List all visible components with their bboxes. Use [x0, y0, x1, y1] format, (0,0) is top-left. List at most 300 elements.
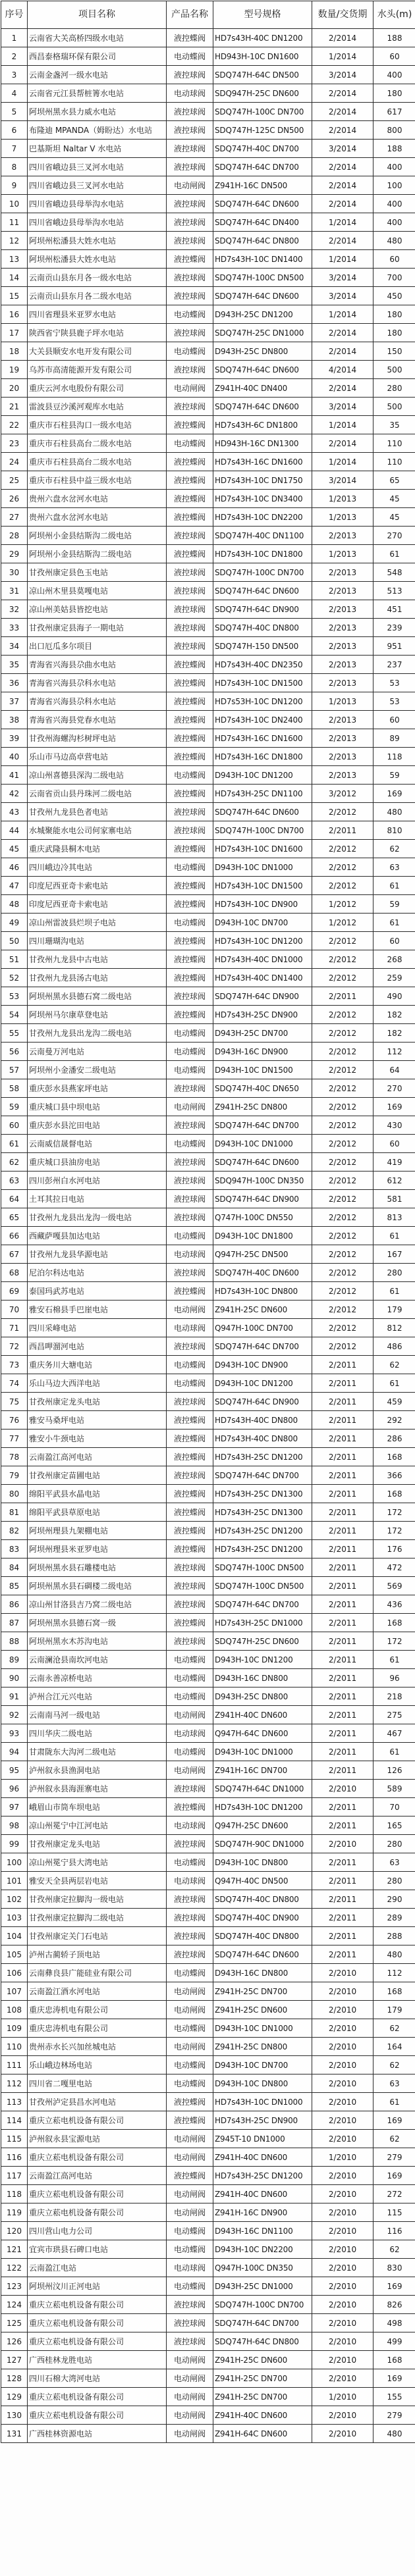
cell-project-name: 西昌呷溜河电站	[28, 1337, 167, 1356]
table-row	[1, 1448, 415, 1466]
cell-model-spec: Q747H-100C DN550	[213, 1208, 312, 1227]
cell-qty-delivery: 2/2011	[312, 1558, 374, 1577]
table-row	[1, 748, 415, 766]
cell-project-name: 印度尼西亚奇卡索电站	[28, 895, 167, 914]
cell-product-name: 液控蝶阀	[167, 2093, 213, 2111]
cell-product-name: 电动闸阀	[167, 2425, 213, 2443]
cell-qty-delivery: 2/2014	[312, 324, 374, 342]
table-row	[1, 803, 415, 821]
cell-water-head: 112	[374, 1964, 415, 1982]
cell-qty-delivery: 2/2010	[312, 2240, 374, 2259]
cell-seq: 108	[1, 2001, 28, 2019]
cell-seq: 34	[1, 637, 28, 656]
cell-seq: 50	[1, 932, 28, 950]
cell-product-name: 液控球阀	[167, 1890, 213, 1909]
cell-product-name: 液控球阀	[167, 2332, 213, 2351]
cell-seq: 103	[1, 1909, 28, 1927]
cell-model-spec: HD7s43H-25C DN1200	[213, 2167, 312, 2185]
cell-project-name: 重庆立菘电机设备有限公司	[28, 2406, 167, 2425]
cell-product-name: 液控蝶阀	[167, 729, 213, 748]
table-row	[1, 1319, 415, 1337]
table-row	[1, 2425, 415, 2443]
table-row	[1, 1172, 415, 1190]
cell-project-name: 布隆迪 MPANDA（姆盼达）水电站	[28, 121, 167, 140]
table-row	[1, 453, 415, 471]
cell-project-name: 重庆城口县中坝电站	[28, 1098, 167, 1116]
cell-product-name: 电动闸阀	[167, 1301, 213, 1319]
cell-project-name: 重庆城口县油房电站	[28, 1153, 167, 1172]
cell-product-name: 电动球阀	[167, 1245, 213, 1264]
cell-product-name: 液控球阀	[167, 1558, 213, 1577]
cell-qty-delivery: 2/2012	[312, 1079, 374, 1098]
table-row	[1, 2388, 415, 2406]
cell-seq: 82	[1, 1522, 28, 1540]
cell-seq: 105	[1, 1945, 28, 1964]
cell-project-name: 阿坝州小金县结斯沟二级电站	[28, 527, 167, 545]
cell-product-name: 液控蝶阀	[167, 250, 213, 269]
table-row	[1, 1282, 415, 1301]
cell-qty-delivery: 2/2012	[312, 950, 374, 969]
table-row	[1, 1614, 415, 1632]
cell-seq: 116	[1, 2148, 28, 2167]
cell-qty-delivery: 2/2010	[312, 2185, 374, 2203]
cell-seq: 68	[1, 1264, 28, 1282]
cell-water-head: 169	[374, 2277, 415, 2296]
cell-project-name: 重庆彭水县沱田电站	[28, 1116, 167, 1135]
cell-project-name: 乐山峨边林场电站	[28, 2056, 167, 2074]
cell-qty-delivery: 2/2013	[312, 619, 374, 637]
cell-seq: 27	[1, 508, 28, 527]
cell-product-name: 电动闸阀	[167, 2388, 213, 2406]
cell-product-name: 液控球阀	[167, 1153, 213, 1172]
table-row	[1, 914, 415, 932]
cell-water-head: 826	[374, 2296, 415, 2314]
cell-qty-delivery: 1/2013	[312, 508, 374, 527]
cell-water-head: 218	[374, 1687, 415, 1706]
cell-seq: 123	[1, 2277, 28, 2296]
cell-project-name: 云南彝良县广能硅业有限公司	[28, 1964, 167, 1982]
cell-water-head: 45	[374, 490, 415, 508]
cell-model-spec: Z941H-25C DN700	[213, 2388, 312, 2406]
cell-qty-delivery: 2/2010	[312, 1835, 374, 1853]
table-row	[1, 840, 415, 858]
cell-model-spec: SDQ747H-150 DN500	[213, 637, 312, 656]
cell-qty-delivery: 2/2012	[312, 1061, 374, 1079]
cell-model-spec: D943H-25C DN800	[213, 342, 312, 361]
cell-project-name: 乐山马边大西洋电站	[28, 1374, 167, 1393]
cell-product-name: 液控球阀	[167, 1393, 213, 1411]
cell-project-name: 重庆忠涛机电有限公司	[28, 2001, 167, 2019]
table-row	[1, 1411, 415, 1430]
cell-product-name: 液控球阀	[167, 287, 213, 305]
cell-model-spec: HD7s43H-40C DN1000	[213, 950, 312, 969]
cell-seq: 7	[1, 140, 28, 158]
cell-water-head: 168	[374, 1485, 415, 1503]
table-row	[1, 766, 415, 785]
cell-product-name: 液控球阀	[167, 232, 213, 250]
cell-seq: 59	[1, 1098, 28, 1116]
cell-qty-delivery: 2/2011	[312, 1853, 374, 1872]
cell-product-name: 液控蝶阀	[167, 416, 213, 434]
cell-water-head: 126	[374, 1761, 415, 1780]
cell-model-spec: D943H-10C DN1000	[213, 858, 312, 877]
table-row	[1, 1909, 415, 1927]
cell-product-name: 电动蝶阀	[167, 1227, 213, 1245]
cell-project-name: 宜宾市珙县石碑口电站	[28, 2240, 167, 2259]
cell-seq: 94	[1, 1743, 28, 1761]
cell-water-head: 115	[374, 2203, 415, 2222]
cell-qty-delivery: 1/2014	[312, 47, 374, 66]
cell-water-head: 63	[374, 858, 415, 877]
cell-model-spec: SDQ747H-125C DN500	[213, 121, 312, 140]
cell-project-name: 土耳其拉日电站	[28, 1190, 167, 1208]
cell-seq: 121	[1, 2240, 28, 2259]
cell-seq: 112	[1, 2074, 28, 2093]
cell-qty-delivery: 2/2012	[312, 1116, 374, 1135]
cell-qty-delivery: 2/2013	[312, 729, 374, 748]
cell-product-name: 液控球阀	[167, 2314, 213, 2332]
cell-project-name: 阿坝州黑水县石碉楼二级电站	[28, 1577, 167, 1595]
table-row	[1, 47, 415, 66]
cell-water-head: 62	[374, 2240, 415, 2259]
cell-project-name: 云南澜沧县南坎河电站	[28, 1651, 167, 1669]
table-row	[1, 1945, 415, 1964]
cell-project-name: 雅安小牛颈电站	[28, 1430, 167, 1448]
cell-product-name: 液控蝶阀	[167, 2111, 213, 2130]
cell-qty-delivery: 2/2014	[312, 195, 374, 213]
cell-qty-delivery: 3/2014	[312, 269, 374, 287]
cell-seq: 76	[1, 1411, 28, 1430]
cell-project-name: 甘孜州康定拉脚沟二级电站	[28, 1909, 167, 1927]
cell-product-name: 电动蝶阀	[167, 2074, 213, 2093]
cell-product-name: 电动闸阀	[167, 1706, 213, 1724]
cell-qty-delivery: 2/2012	[312, 1282, 374, 1301]
table-row	[1, 1485, 415, 1503]
table-row	[1, 1872, 415, 1890]
table-row	[1, 2038, 415, 2056]
cell-project-name: 重庆立菘电机设备有限公司	[28, 2388, 167, 2406]
cell-water-head: 62	[374, 1356, 415, 1374]
cell-product-name: 液控蝶阀	[167, 1448, 213, 1466]
cell-seq: 74	[1, 1374, 28, 1393]
cell-product-name: 液控蝶阀	[167, 692, 213, 711]
table-row	[1, 29, 415, 47]
cell-model-spec: HD7s43H-25C DN1200	[213, 1448, 312, 1466]
cell-qty-delivery: 1/2012	[312, 895, 374, 914]
cell-project-name: 甘孜州九龙县中古电站	[28, 950, 167, 969]
cell-model-spec: D943H-10C DN800	[213, 1853, 312, 1872]
cell-seq: 86	[1, 1595, 28, 1614]
cell-model-spec: D943H-10C DN1200	[213, 1374, 312, 1393]
cell-product-name: 电动蝶阀	[167, 2222, 213, 2240]
cell-qty-delivery: 2/2011	[312, 1724, 374, 1743]
cell-seq: 24	[1, 453, 28, 471]
cell-model-spec: D943H-10C DN1200	[213, 766, 312, 785]
cell-product-name: 液控球阀	[167, 600, 213, 619]
cell-project-name: 四川省二嘎里电站	[28, 2074, 167, 2093]
cell-qty-delivery: 2/2011	[312, 1706, 374, 1724]
cell-seq: 23	[1, 434, 28, 453]
cell-project-name: 重庆立菘电机设备有限公司	[28, 2185, 167, 2203]
table-row	[1, 692, 415, 711]
cell-model-spec: SDQ747H-64C DN600	[213, 287, 312, 305]
cell-model-spec: SDQ747H-40C DN1100	[213, 527, 312, 545]
cell-qty-delivery: 2/2010	[312, 1982, 374, 2001]
cell-project-name: 贵州六盘水岔河水电站	[28, 508, 167, 527]
cell-model-spec: SDQ747H-64C DN700	[213, 1116, 312, 1135]
cell-qty-delivery: 2/2010	[312, 2167, 374, 2185]
cell-water-head: 513	[374, 582, 415, 600]
cell-project-name: 重庆市石柱县高台二级水电站	[28, 453, 167, 471]
cell-product-name: 电动蝶阀	[167, 1356, 213, 1374]
cell-project-name: 云南曼万河电站	[28, 1043, 167, 1061]
cell-model-spec: D943H-16C DN800	[213, 1669, 312, 1687]
cell-product-name: 液控球阀	[167, 619, 213, 637]
cell-project-name: 凉山州木里县莫嘎电站	[28, 582, 167, 600]
cell-seq: 85	[1, 1577, 28, 1595]
cell-model-spec: Z941H-40C DN600	[213, 1706, 312, 1724]
cell-project-name: 出口厄瓜多尔项目	[28, 637, 167, 656]
cell-model-spec: HD7s43H-40C DN1400	[213, 969, 312, 987]
cell-model-spec: HD7s43H-10C DN3400	[213, 490, 312, 508]
cell-project-name: 四川峨边冷其电站	[28, 858, 167, 877]
table-row	[1, 1006, 415, 1024]
cell-model-spec: SDQ747H-64C DN700	[213, 1466, 312, 1485]
cell-water-head: 110	[374, 434, 415, 453]
cell-qty-delivery: 2/2010	[312, 2369, 374, 2388]
cell-qty-delivery: 2/2013	[312, 748, 374, 766]
cell-model-spec: Z941H-16C DN900	[213, 2203, 312, 2222]
cell-project-name: 贵州六盘水岔河水电站	[28, 490, 167, 508]
cell-qty-delivery: 2/2012	[312, 1208, 374, 1227]
cell-model-spec: HD7s43H-10C DN2200	[213, 508, 312, 527]
cell-product-name: 液控球阀	[167, 1577, 213, 1595]
cell-model-spec: SDQ747H-64C DN700	[213, 1337, 312, 1356]
cell-water-head: 169	[374, 1098, 415, 1116]
cell-product-name: 电动闸阀	[167, 1098, 213, 1116]
cell-seq: 2	[1, 47, 28, 66]
table-row	[1, 2185, 415, 2203]
table-row	[1, 711, 415, 729]
cell-project-name: 广西桂林资源电站	[28, 2425, 167, 2443]
cell-seq: 67	[1, 1245, 28, 1264]
table-row	[1, 2056, 415, 2074]
cell-product-name: 电动蝶阀	[167, 1024, 213, 1043]
cell-product-name: 液控球阀	[167, 195, 213, 213]
cell-water-head: 270	[374, 1079, 415, 1098]
table-row	[1, 1393, 415, 1411]
cell-qty-delivery: 2/2012	[312, 858, 374, 877]
cell-model-spec: SDQ747H-64C DN600	[213, 195, 312, 213]
table-row	[1, 1337, 415, 1356]
cell-seq: 129	[1, 2388, 28, 2406]
table-row	[1, 2074, 415, 2093]
cell-project-name: 大关县顺安水电开发有限公司	[28, 342, 167, 361]
cell-seq: 83	[1, 1540, 28, 1558]
cell-model-spec: SDQ747H-100C DN500	[213, 269, 312, 287]
cell-seq: 117	[1, 2167, 28, 2185]
cell-project-name: 甘孜州康定县色玉电站	[28, 563, 167, 582]
cell-product-name: 电动蝶阀	[167, 1964, 213, 1982]
cell-water-head: 288	[374, 1927, 415, 1945]
table-row	[1, 1190, 415, 1208]
cell-project-name: 尼泊尔科达电站	[28, 1264, 167, 1282]
cell-seq: 102	[1, 1890, 28, 1909]
cell-product-name: 电动球阀	[167, 1816, 213, 1835]
cell-product-name: 电动蝶阀	[167, 1043, 213, 1061]
cell-model-spec: SDQ747H-40C DN900	[213, 1909, 312, 1927]
cell-water-head: 280	[374, 379, 415, 398]
cell-seq: 98	[1, 1816, 28, 1835]
cell-project-name: 甘孜州康定拉脚沟一级电站	[28, 1890, 167, 1909]
cell-qty-delivery: 2/2014	[312, 103, 374, 121]
cell-qty-delivery: 2/2012	[312, 1337, 374, 1356]
cell-model-spec: SDQ747H-64C DN900	[213, 600, 312, 619]
table-row	[1, 1356, 415, 1374]
cell-product-name: 电动蝶阀	[167, 914, 213, 932]
cell-qty-delivery: 2/2010	[312, 2406, 374, 2425]
cell-qty-delivery: 2/2011	[312, 987, 374, 1006]
cell-seq: 6	[1, 121, 28, 140]
cell-qty-delivery: 2/2012	[312, 877, 374, 895]
cell-product-name: 液控球阀	[167, 324, 213, 342]
cell-model-spec: SDQ747H-25C DN600	[213, 1632, 312, 1651]
cell-product-name: 液控球阀	[167, 563, 213, 582]
cell-water-head: 70	[374, 1798, 415, 1816]
cell-water-head: 62	[374, 2130, 415, 2148]
cell-product-name: 液控球阀	[167, 1116, 213, 1135]
cell-product-name: 电动闸阀	[167, 1761, 213, 1780]
cell-seq: 58	[1, 1079, 28, 1098]
table-row	[1, 1780, 415, 1798]
cell-seq: 16	[1, 305, 28, 324]
table-row	[1, 987, 415, 1006]
cell-project-name: 甘孜州九龙县出龙沟二级电站	[28, 1024, 167, 1043]
table-row	[1, 232, 415, 250]
cell-product-name: 液控球阀	[167, 987, 213, 1006]
cell-project-name: 凉山州美姑县皆挖电站	[28, 600, 167, 619]
cell-seq: 79	[1, 1466, 28, 1485]
cell-product-name: 电动球阀	[167, 1872, 213, 1890]
cell-product-name: 电动蝶阀	[167, 1687, 213, 1706]
cell-water-head: 275	[374, 1706, 415, 1724]
cell-water-head: 280	[374, 1264, 415, 1282]
cell-qty-delivery: 2/2011	[312, 1522, 374, 1540]
table-row	[1, 1651, 415, 1669]
cell-model-spec: SDQ747H-64C DN800	[213, 232, 312, 250]
cell-project-name: 重庆立菘电机设备有限公司	[28, 2332, 167, 2351]
cell-product-name: 液控球阀	[167, 1264, 213, 1282]
cell-seq: 33	[1, 619, 28, 637]
cell-project-name: 乐山市马边高卓营电站	[28, 748, 167, 766]
table-row	[1, 1061, 415, 1079]
cell-model-spec: Z941H-40C DN600	[213, 2148, 312, 2167]
cell-seq: 35	[1, 656, 28, 674]
cell-product-name: 液控球阀	[167, 582, 213, 600]
cell-seq: 69	[1, 1282, 28, 1301]
cell-seq: 118	[1, 2185, 28, 2203]
cell-qty-delivery: 2/2013	[312, 600, 374, 619]
cell-product-name: 液控蝶阀	[167, 1411, 213, 1430]
cell-model-spec: HD7s43H-10C DN1500	[213, 674, 312, 692]
cell-qty-delivery: 3/2014	[312, 140, 374, 158]
table-row	[1, 563, 415, 582]
cell-project-name: 四川华庆二级电站	[28, 1724, 167, 1743]
cell-qty-delivery: 2/2012	[312, 803, 374, 821]
cell-seq: 126	[1, 2332, 28, 2351]
table-row	[1, 103, 415, 121]
cell-product-name: 液控蝶阀	[167, 711, 213, 729]
cell-qty-delivery: 3/2014	[312, 66, 374, 84]
cell-water-head: 169	[374, 2111, 415, 2130]
cell-qty-delivery: 2/2011	[312, 1430, 374, 1448]
cell-seq: 91	[1, 1687, 28, 1706]
cell-project-name: 甘肃陇东大沟河二级电站	[28, 1743, 167, 1761]
cell-seq: 48	[1, 895, 28, 914]
cell-project-name: 四川省峨边县母举沟水电站	[28, 195, 167, 213]
cell-qty-delivery: 1/2010	[312, 2148, 374, 2167]
cell-seq: 39	[1, 729, 28, 748]
cell-product-name: 液控蝶阀	[167, 1485, 213, 1503]
table-row	[1, 1466, 415, 1485]
cell-qty-delivery: 2/2012	[312, 932, 374, 950]
cell-model-spec: HD7s43H-10C DN1500	[213, 877, 312, 895]
cell-water-head: 61	[374, 1743, 415, 1761]
cell-qty-delivery: 2/2011	[312, 1577, 374, 1595]
cell-model-spec: HD7s43H-25C DN900	[213, 2111, 312, 2130]
cell-product-name: 电动蝶阀	[167, 305, 213, 324]
cell-seq: 9	[1, 176, 28, 195]
cell-product-name: 电动球阀	[167, 2259, 213, 2277]
cell-seq: 106	[1, 1964, 28, 1982]
cell-product-name: 液控蝶阀	[167, 453, 213, 471]
cell-model-spec: SDQ747H-64C DN700	[213, 2314, 312, 2332]
table-row	[1, 1098, 415, 1116]
table-row	[1, 1835, 415, 1853]
table-row	[1, 656, 415, 674]
cell-qty-delivery: 2/2011	[312, 1669, 374, 1687]
cell-project-name: 凉山州喜德县深沟二级电站	[28, 766, 167, 785]
cell-project-name: 乌苏市高清能源开发有限公司	[28, 361, 167, 379]
cell-qty-delivery: 1/2013	[312, 692, 374, 711]
cell-qty-delivery: 2/2011	[312, 1798, 374, 1816]
cell-water-head: 61	[374, 545, 415, 563]
cell-water-head: 61	[374, 1227, 415, 1245]
cell-product-name: 液控球阀	[167, 637, 213, 656]
cell-model-spec: D943H-16C DN800	[213, 1964, 312, 1982]
cell-water-head: 436	[374, 1595, 415, 1614]
cell-seq: 46	[1, 858, 28, 877]
cell-model-spec: SDQ747H-64C DN900	[213, 1393, 312, 1411]
cell-model-spec: HD7s43H-10C DN1000	[213, 2093, 312, 2111]
cell-project-name: 阿坝州松潘县大姓水电站	[28, 232, 167, 250]
cell-qty-delivery: 2/2011	[312, 1540, 374, 1558]
cell-seq: 54	[1, 1006, 28, 1024]
cell-water-head: 280	[374, 1835, 415, 1853]
cell-water-head: 172	[374, 1503, 415, 1522]
cell-qty-delivery: 2/2010	[312, 2296, 374, 2314]
cell-qty-delivery: 2/2010	[312, 1964, 374, 1982]
cell-water-head: 172	[374, 1522, 415, 1540]
cell-product-name: 电动闸阀	[167, 2148, 213, 2167]
cell-model-spec: SDQ747H-64C DN1000	[213, 1780, 312, 1798]
cell-project-name: 重庆武隆县桐木电站	[28, 840, 167, 858]
cell-water-head: 60	[374, 47, 415, 66]
cell-qty-delivery: 2/2013	[312, 527, 374, 545]
cell-product-name: 液控蝶阀	[167, 1282, 213, 1301]
cell-seq: 31	[1, 582, 28, 600]
cell-qty-delivery: 2/2011	[312, 1890, 374, 1909]
